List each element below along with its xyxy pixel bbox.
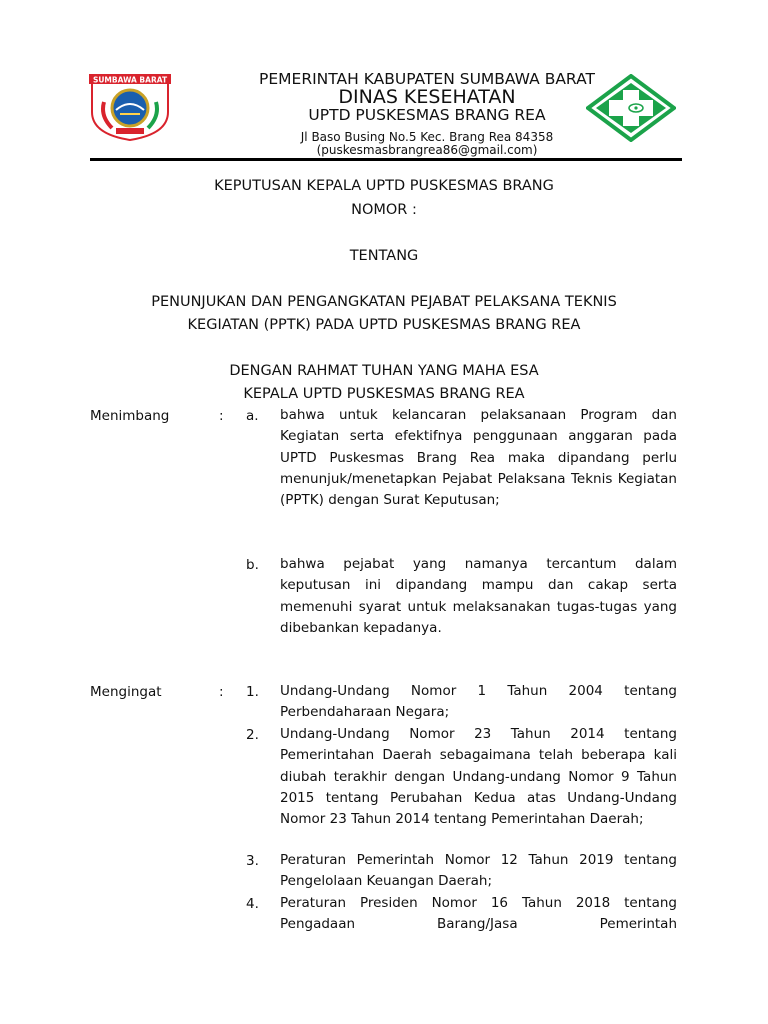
- menimbang-colon: :: [219, 408, 224, 424]
- mengingat-item-2: Undang-Undang Nomor 23 Tahun 2014 tentang Pemerintahan Daerah sebagaimana telah beberapa kali diubah terakhir dengan Undang-undang Nomor 9 Tahun 2015 tentang Perubahan Kedua atas Undang-Undang Nomor 23 Tahun 2014 tentang Pemerintahan Daerah;: [280, 726, 677, 828]
- decree-about: TENTANG: [349, 248, 419, 264]
- mengingat-colon: :: [219, 684, 224, 700]
- puskesmas-cross-icon: [586, 74, 676, 142]
- decree-title: KEPUTUSAN KEPALA UPTD PUSKESMAS BRANG: [214, 178, 554, 194]
- mengingat-item-3: Peraturan Pemerintah Nomor 12 Tahun 2019 tentang Pengelolaan Keuangan Daerah;: [280, 852, 677, 890]
- decree-subject-line2: KEGIATAN (PPTK) PADA UPTD PUSKESMAS BRANG REA: [187, 317, 581, 333]
- mengingat-marker-2: 2.: [246, 727, 259, 743]
- menimbang-label: Menimbang: [90, 408, 170, 424]
- decree-blessing: DENGAN RAHMAT TUHAN YANG MAHA ESA: [229, 363, 539, 379]
- menimbang-item-a: bahwa untuk kelancaran pelaksanaan Program dan Kegiatan serta efektifnya penggunaan anggaran pada UPTD Puskesmas Brang Rea maka dipandang perlu menunjuk/menetapkan Pejabat Pelaksana Teknis Kegiatan (PPTK) dengan Surat Keputusan;: [280, 407, 677, 509]
- mengingat-marker-1: 1.: [246, 684, 259, 700]
- letterhead-divider: [90, 158, 682, 161]
- menimbang-item-b: bahwa pejabat yang namanya tercantum dalam keputusan ini dipandang mampu dan cakap serta memenuhi syarat untuk melaksanakan tugas-tugas yang dibebankan kepadanya.: [280, 556, 677, 636]
- letterhead-unit: UPTD PUSKESMAS BRANG REA: [308, 106, 546, 124]
- mengingat-label: Mengingat: [90, 684, 162, 700]
- menimbang-marker-a: a.: [246, 408, 259, 424]
- decree-number: NOMOR :: [351, 202, 417, 218]
- crest-banner-text: SUMBAWA BARAT: [92, 75, 168, 85]
- letterhead-address: Jl Baso Busing No.5 Kec. Brang Rea 84358: [300, 130, 554, 144]
- decree-subject-line1: PENUNJUKAN DAN PENGANGKATAN PEJABAT PELAKSANA TEKNIS: [151, 294, 617, 310]
- menimbang-marker-b: b.: [246, 557, 259, 573]
- mengingat-item-1: Undang-Undang Nomor 1 Tahun 2004 tentang Perbendaharaan Negara;: [280, 683, 677, 721]
- mengingat-marker-4: 4.: [246, 896, 259, 912]
- letterhead-email: (puskesmasbrangrea86@gmail.com): [316, 143, 538, 157]
- mengingat-marker-3: 3.: [246, 853, 259, 869]
- letterhead-agency: DINAS KESEHATAN: [338, 86, 516, 108]
- letterhead-government: PEMERINTAH KABUPATEN SUMBAWA BARAT: [259, 70, 595, 88]
- mengingat-item-4: Peraturan Presiden Nomor 16 Tahun 2018 tentang Pengadaan Barang/Jasa Pemerintah: [280, 895, 677, 933]
- decree-head: KEPALA UPTD PUSKESMAS BRANG REA: [243, 386, 525, 402]
